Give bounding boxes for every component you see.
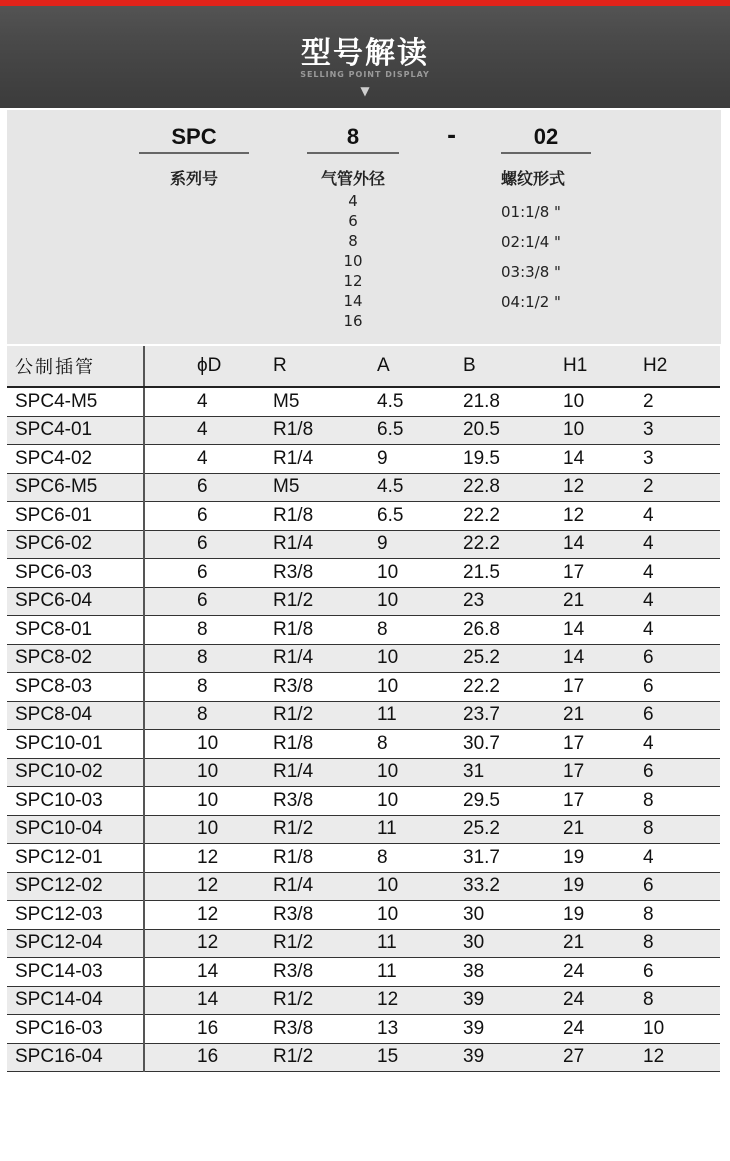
table-row [7,701,720,730]
thread-label: 螺纹形式 [501,169,566,188]
a-cell: 11 [377,701,463,730]
tube-size-item: 16 [343,312,363,330]
table-row [7,730,720,759]
table-row [7,929,720,958]
h1-cell: 12 [563,473,643,502]
h2-cell: 3 [643,445,720,474]
tube-size-item: 6 [348,212,358,230]
diameter-cell: 8 [144,644,273,673]
b-cell: 39 [463,986,563,1015]
a-cell: 15 [377,1043,463,1072]
a-cell: 9 [377,530,463,559]
diameter-cell: 12 [144,844,273,873]
b-cell: 21.5 [463,559,563,588]
r-cell: R1/2 [273,815,377,844]
b-cell: 31.7 [463,844,563,873]
model-cell: SPC14-04 [7,986,144,1015]
diameter-cell: 12 [144,929,273,958]
h2-cell: 2 [643,387,720,416]
separator-dash: - [447,124,457,149]
page-subtitle: SELLING POINT DISPLAY [300,70,430,79]
diameter-cell: 10 [144,730,273,759]
a-cell: 10 [377,787,463,816]
b-cell: 30.7 [463,730,563,759]
diameter-cell: 8 [144,616,273,645]
h2-cell: 12 [643,1043,720,1072]
b-cell: 31 [463,758,563,787]
model-cell: SPC12-02 [7,872,144,901]
table-row [7,758,720,787]
model-cell: SPC8-01 [7,616,144,645]
model-cell: SPC6-01 [7,502,144,531]
thread-option-item: 02:1/4 " [501,233,561,251]
r-cell: R3/8 [273,901,377,930]
diameter-cell: 6 [144,502,273,531]
model-header: 公制插管 [7,346,144,387]
table-body [7,387,720,1072]
h2-cell: 6 [643,958,720,987]
diameter-cell: 10 [144,787,273,816]
b-cell: 19.5 [463,445,563,474]
model-cell: SPC6-04 [7,587,144,616]
r-cell: R1/2 [273,587,377,616]
a-cell: 10 [377,758,463,787]
b-cell: 33.2 [463,872,563,901]
thread-option-item: 04:1/2 " [501,293,561,311]
table-row [7,644,720,673]
table-row [7,559,720,588]
b-cell: 38 [463,958,563,987]
thread-code: 02 [501,122,591,154]
model-cell: SPC10-01 [7,730,144,759]
tube-size-item: 14 [343,292,363,310]
r-cell: R1/8 [273,616,377,645]
h2-cell: 8 [643,787,720,816]
h1-cell: 14 [563,445,643,474]
r-cell: R3/8 [273,1015,377,1044]
h1-cell: 14 [563,616,643,645]
h1-cell: 21 [563,929,643,958]
h1-cell: 10 [563,416,643,445]
tube-code: 8 [307,122,399,154]
r-cell: R1/4 [273,530,377,559]
diameter-cell: 6 [144,473,273,502]
h1-cell: 21 [563,587,643,616]
h2-cell: 3 [643,416,720,445]
r-cell: R1/4 [273,445,377,474]
h2-cell: 2 [643,473,720,502]
h2-cell: 4 [643,559,720,588]
h2-cell: 8 [643,815,720,844]
tube-label: 气管外径 [320,169,385,188]
r-cell: R1/4 [273,644,377,673]
h2-cell: 4 [643,616,720,645]
model-cell: SPC12-01 [7,844,144,873]
diameter-cell: 16 [144,1043,273,1072]
a-cell: 6.5 [377,502,463,531]
header-banner [0,0,730,108]
h1-header: H1 [563,346,643,387]
model-cell: SPC10-02 [7,758,144,787]
h1-cell: 17 [563,758,643,787]
diameter-cell: 12 [144,901,273,930]
h1-cell: 17 [563,730,643,759]
tube-size-item: 10 [343,252,363,270]
a-cell: 10 [377,673,463,702]
model-cell: SPC4-02 [7,445,144,474]
model-cell: SPC14-03 [7,958,144,987]
diameter-cell: 4 [144,445,273,474]
model-cell: SPC12-04 [7,929,144,958]
a-cell: 10 [377,559,463,588]
diameter-cell: 4 [144,416,273,445]
r-cell: R1/8 [273,502,377,531]
h2-cell: 4 [643,730,720,759]
table-row [7,844,720,873]
diameter-cell: 4 [144,387,273,416]
h2-cell: 10 [643,1015,720,1044]
b-cell: 26.8 [463,616,563,645]
b-cell: 21.8 [463,387,563,416]
model-cell: SPC16-04 [7,1043,144,1072]
h2-cell: 6 [643,701,720,730]
h2-cell: 6 [643,644,720,673]
diameter-cell: 8 [144,701,273,730]
model-cell: SPC8-02 [7,644,144,673]
a-cell: 10 [377,644,463,673]
b-cell: 30 [463,901,563,930]
model-cell: SPC6-03 [7,559,144,588]
a-cell: 10 [377,872,463,901]
r-cell: R1/4 [273,872,377,901]
thread-option-list [501,197,591,317]
h2-cell: 6 [643,872,720,901]
h1-cell: 24 [563,986,643,1015]
thread-option-item: 03:3/8 " [501,263,561,281]
h1-cell: 10 [563,387,643,416]
table-row [7,530,720,559]
table-row [7,958,720,987]
diameter-cell: 12 [144,872,273,901]
h2-cell: 4 [643,844,720,873]
a-cell: 11 [377,958,463,987]
b-cell: 23 [463,587,563,616]
h1-cell: 12 [563,502,643,531]
diameter-cell: 6 [144,530,273,559]
r-cell: R1/4 [273,758,377,787]
a-cell: 4.5 [377,473,463,502]
r-cell: R1/2 [273,929,377,958]
r-cell: R3/8 [273,559,377,588]
r-cell: M5 [273,473,377,502]
h1-cell: 19 [563,901,643,930]
model-decode-panel [7,110,721,344]
r-cell: R1/2 [273,986,377,1015]
model-cell: SPC12-03 [7,901,144,930]
r-cell: M5 [273,387,377,416]
tube-column [307,122,399,331]
r-cell: R1/8 [273,730,377,759]
tube-size-item: 8 [348,232,358,250]
r-cell: R1/8 [273,416,377,445]
r-cell: R1/8 [273,844,377,873]
b-cell: 39 [463,1015,563,1044]
a-cell: 8 [377,616,463,645]
r-cell: R3/8 [273,958,377,987]
h1-cell: 17 [563,787,643,816]
a-cell: 12 [377,986,463,1015]
b-cell: 39 [463,1043,563,1072]
r-cell: R3/8 [273,673,377,702]
diameter-cell: 14 [144,958,273,987]
a-cell: 11 [377,815,463,844]
table-header-row [7,346,720,387]
b-cell: 22.2 [463,673,563,702]
h1-cell: 14 [563,644,643,673]
diameter-cell: 6 [144,587,273,616]
diameter-cell: 10 [144,758,273,787]
table-row [7,872,720,901]
table-row [7,473,720,502]
h1-cell: 19 [563,872,643,901]
table-row [7,986,720,1015]
a-cell: 10 [377,901,463,930]
b-header: B [463,346,563,387]
model-cell: SPC10-03 [7,787,144,816]
a-cell: 8 [377,730,463,759]
b-cell: 29.5 [463,787,563,816]
model-cell: SPC4-M5 [7,387,144,416]
table-row [7,416,720,445]
triangle-down-icon: ▼ [360,84,370,98]
h2-header: H2 [643,346,720,387]
h1-cell: 24 [563,958,643,987]
table-row [7,787,720,816]
h1-cell: 27 [563,1043,643,1072]
h2-cell: 4 [643,502,720,531]
h2-cell: 6 [643,758,720,787]
model-cell: SPC8-04 [7,701,144,730]
tube-size-item: 12 [343,272,363,290]
model-cell: SPC6-02 [7,530,144,559]
a-cell: 11 [377,929,463,958]
b-cell: 22.2 [463,530,563,559]
model-cell: SPC6-M5 [7,473,144,502]
b-cell: 23.7 [463,701,563,730]
series-label: 系列号 [169,169,218,188]
r-cell: R1/2 [273,701,377,730]
a-cell: 6.5 [377,416,463,445]
h2-cell: 6 [643,673,720,702]
a-cell: 8 [377,844,463,873]
b-cell: 22.8 [463,473,563,502]
r-header: R [273,346,377,387]
h2-cell: 8 [643,901,720,930]
model-cell: SPC8-03 [7,673,144,702]
model-cell: SPC10-04 [7,815,144,844]
b-cell: 25.2 [463,644,563,673]
table-row [7,387,720,416]
diameter-cell: 10 [144,815,273,844]
a-header: A [377,346,463,387]
table-row [7,1015,720,1044]
a-cell: 10 [377,587,463,616]
table-row [7,901,720,930]
h1-cell: 17 [563,559,643,588]
b-cell: 25.2 [463,815,563,844]
table-row [7,1043,720,1072]
diameter-cell: 8 [144,673,273,702]
diameter-cell: 6 [144,559,273,588]
table-row [7,587,720,616]
a-cell: 13 [377,1015,463,1044]
h1-cell: 21 [563,815,643,844]
series-column [139,122,249,189]
tube-size-list [307,191,399,331]
model-cell: SPC16-03 [7,1015,144,1044]
diameter-cell: 16 [144,1015,273,1044]
diameter-header: ϕD [144,346,273,387]
table-row [7,815,720,844]
series-code: SPC [139,122,249,154]
h1-cell: 17 [563,673,643,702]
table-row [7,673,720,702]
h1-cell: 24 [563,1015,643,1044]
h2-cell: 4 [643,587,720,616]
r-cell: R3/8 [273,787,377,816]
top-accent-line [0,0,730,6]
diameter-cell: 14 [144,986,273,1015]
thread-option-item: 01:1/8 " [501,203,561,221]
spec-table [7,346,720,1072]
a-cell: 4.5 [377,387,463,416]
b-cell: 22.2 [463,502,563,531]
thread-column [501,122,591,317]
a-cell: 9 [377,445,463,474]
model-cell: SPC4-01 [7,416,144,445]
b-cell: 30 [463,929,563,958]
h2-cell: 8 [643,929,720,958]
h2-cell: 8 [643,986,720,1015]
tube-size-item: 4 [348,192,358,210]
h2-cell: 4 [643,530,720,559]
r-cell: R1/2 [273,1043,377,1072]
table-row [7,445,720,474]
h1-cell: 14 [563,530,643,559]
table-row [7,616,720,645]
b-cell: 20.5 [463,416,563,445]
h1-cell: 21 [563,701,643,730]
page-title: 型号解读 [301,36,429,71]
table-row [7,502,720,531]
h1-cell: 19 [563,844,643,873]
